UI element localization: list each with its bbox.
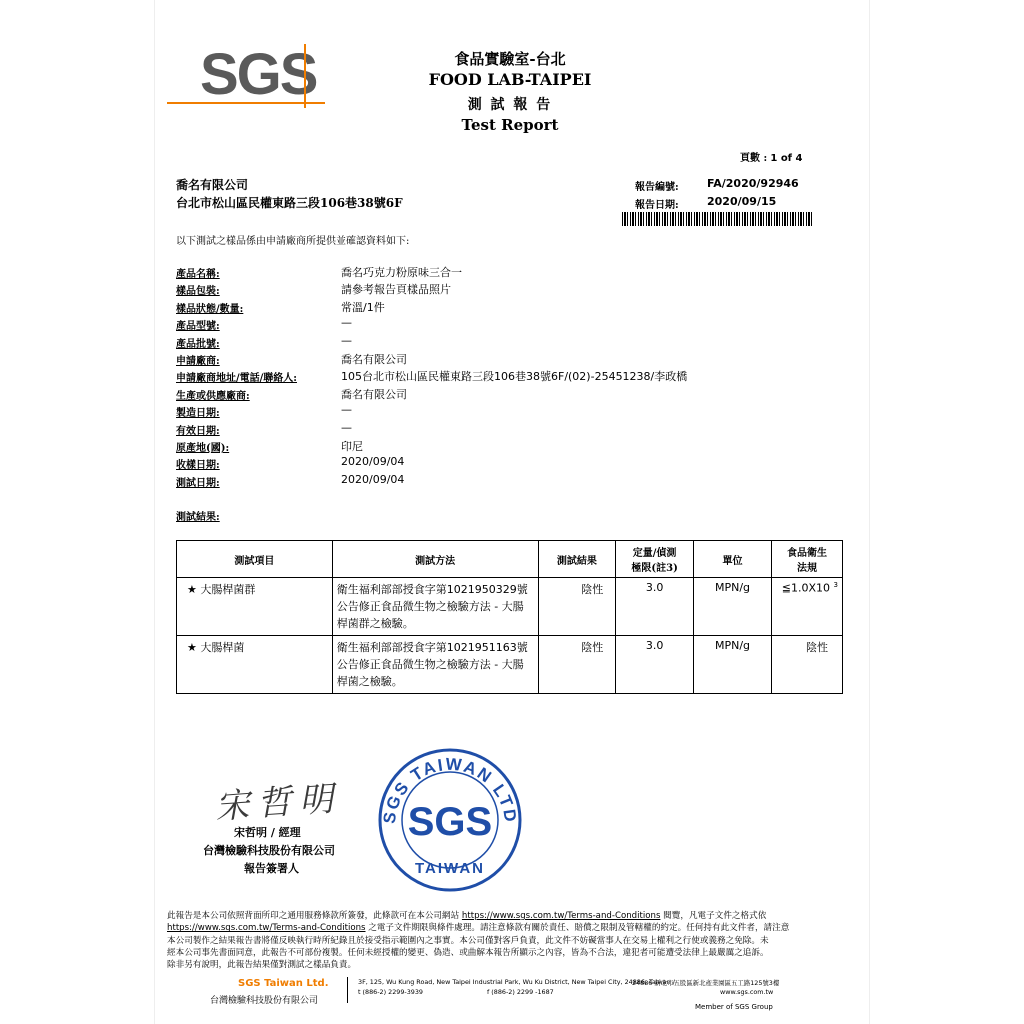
client-name: 喬名有限公司 <box>176 178 249 192</box>
sample-field-label: 測試日期: <box>176 477 220 489</box>
sample-field-label: 申請廠商: <box>176 356 220 367</box>
page-label: 頁數 : <box>740 153 768 164</box>
report-date-value: 2020/09/15 <box>707 195 777 208</box>
sample-field-value: 2020/09/04 <box>341 472 405 486</box>
signer-name-title: 宋哲明 / 經理 <box>234 826 301 839</box>
footer-fax: f (886-2) 2299 -1687 <box>487 988 554 996</box>
cell-regulation: 陰性 <box>772 636 843 694</box>
seal-top-text: SGS TAIWAN LTD <box>379 754 521 825</box>
header-limit: 定量/偵測 極限(註3) <box>616 541 694 578</box>
sample-field-value: 喬名有限公司 <box>341 353 407 366</box>
footer-line: 除非另有說明，此報告結果僅對測試之樣品負責。 <box>167 960 357 971</box>
report-date-label: 報告日期: <box>635 200 679 211</box>
cell-regulation <box>772 578 843 636</box>
footer-text: 之電子文件期限與條件處理。請注意條款有關於責任、賠償之限制及管轄權的約定。任何持有此文件者，請注意 <box>365 923 790 934</box>
regulation-exponent: 3 <box>833 581 838 589</box>
footer-text: 閱覽，凡電子文件之格式依 <box>660 911 767 921</box>
company-seal <box>375 745 525 895</box>
cell-result: 陰性 <box>538 578 616 636</box>
sgs-logo-text: SGS <box>200 42 317 107</box>
barcode <box>622 212 812 226</box>
sample-field-label: 有效日期: <box>176 425 220 437</box>
sgs-logo <box>167 40 327 110</box>
terms-link[interactable]: https://www.sgs.com.tw/Terms-and-Conditions <box>461 911 661 921</box>
footer-divider <box>347 977 348 1003</box>
sample-field-value: 喬名有限公司 <box>341 387 407 401</box>
header-test-item: 測試項目 <box>177 541 333 578</box>
cell-result: 陰性 <box>538 636 616 694</box>
terms-link[interactable]: https://www.sgs.com.tw/Terms-and-Conditions <box>167 923 366 934</box>
results-title: 測試結果: <box>176 512 220 523</box>
footer-member: Member of SGS Group <box>695 1003 773 1011</box>
sample-field-label: 申請廠商地址/電話/聯絡人: <box>176 373 297 385</box>
table-row <box>177 636 843 694</box>
sample-field-value: — <box>341 403 352 417</box>
footer-disclaimer <box>167 910 857 971</box>
cell-unit: MPN/g <box>693 578 771 636</box>
sample-field-label: 產品型號: <box>176 321 220 333</box>
footer-web: www.sgs.com.tw <box>720 988 774 996</box>
cell-method: 衛生福利部部授食字第1021951163號公告修正食品微生物之檢驗方法 - 大腸桿菌之檢驗。 <box>332 636 538 694</box>
seal-bottom-text: TAIWAN <box>414 860 486 877</box>
report-number-label: 報告編號: <box>635 182 679 193</box>
sample-field-label: 生產或供應廠商: <box>176 390 250 402</box>
results-table <box>176 540 843 694</box>
seal-center-text: SGS <box>407 800 493 844</box>
footer-tel: t (886-2) 2299-3939 <box>358 988 423 996</box>
signer-company: 台灣檢驗科技股份有限公司 <box>203 844 335 857</box>
footer-address-en: 3F, 125, Wu Kung Road, New Taipei Industrial Park, Wu Ku District, New Taipei City, 24886, Taiwan / <box>358 978 675 986</box>
footer-text: 此報告是本公司依照背面所印之通用服務條款所簽發，此條款可在本公司網站 <box>167 911 462 921</box>
sample-field-label: 樣品包裝: <box>176 286 220 298</box>
sample-field-label: 產品名稱: <box>176 269 220 280</box>
sample-field-value: 喬名巧克力粉原味三合一 <box>341 266 462 279</box>
sample-field-value: — <box>341 316 352 330</box>
page-count <box>740 149 802 164</box>
sample-field-value: 常溫/1件 <box>341 300 385 314</box>
sample-field-value: 請參考報告頁樣品照片 <box>341 283 451 297</box>
signer-role: 報告簽署人 <box>244 862 299 875</box>
cell-limit: 3.0 <box>616 636 694 694</box>
cell-item: ★ 大腸桿菌群 <box>177 578 333 636</box>
table-row <box>177 578 843 636</box>
sample-field-label: 產品批號: <box>176 338 220 350</box>
client-address: 台北市松山區民權東路三段106巷38號6F <box>176 196 403 210</box>
footer-line: 經本公司事先書面同意，此報告不可部份複製。任何未經授權的變更、偽造、或曲解本報告所顯示之內容，皆為不合法，違犯者可能遭受法律上最嚴厲之追訴。 <box>167 947 769 958</box>
lab-title-zh: 食品實驗室-台北 <box>454 50 566 68</box>
regulation-value: ≦1.0X10 <box>781 581 831 595</box>
footer-line: 本公司製作之結果報告書將僅反映執行時所紀錄且於接受指示範圍內之事實。本公司僅對客戶負責，此文件不妨礙當事人在交易上權利之行使或義務之免除。未 <box>167 935 769 946</box>
report-number-value: FA/2020/92946 <box>707 177 799 190</box>
sample-field-label: 製造日期: <box>176 408 220 420</box>
sample-field-value: 2020/09/04 <box>341 455 405 469</box>
page-value: 1 of 4 <box>770 153 803 164</box>
intro-text: 以下測試之樣品係由申請廠商所提供並確認資料如下: <box>176 236 410 247</box>
cell-method: 衛生福利部部授食字第1021950329號公告修正食品微生物之檢驗方法 - 大腸桿菌群之檢驗。 <box>332 578 538 636</box>
report-title-en: Test Report <box>461 116 559 134</box>
cell-limit: 3.0 <box>616 578 694 636</box>
sample-field-value: — <box>341 420 352 434</box>
footer-line <box>167 910 857 922</box>
cell-unit: MPN/g <box>693 636 771 694</box>
footer-company-en: SGS Taiwan Ltd. <box>238 978 329 989</box>
footer-address-zh: 24886 新北市五股區新北產業園區五工路125號3樓 <box>632 979 780 987</box>
table-header-row <box>177 541 843 578</box>
sample-field-value: 105台北市松山區民權東路三段106巷38號6F/(02)-25451238/李政橋 <box>341 370 688 384</box>
header-unit: 單位 <box>693 541 771 578</box>
footer-company-zh: 台灣檢驗科技股份有限公司 <box>210 996 319 1006</box>
report-title-zh: 測 試 報 告 <box>467 97 553 113</box>
header-regulation: 食品衛生 法規 <box>772 541 843 578</box>
footer-line <box>167 922 857 934</box>
sample-field-value: — <box>341 333 352 347</box>
sample-field-label: 樣品狀態/數量: <box>176 303 244 315</box>
header-test-result: 測試結果 <box>538 541 616 578</box>
sample-field-value: 印尼 <box>341 440 363 453</box>
header-test-method: 測試方法 <box>332 541 538 578</box>
cell-item: ★ 大腸桿菌 <box>177 636 333 694</box>
lab-title-en: FOOD LAB-TAIPEI <box>428 70 592 89</box>
handwritten-signature: 宋哲明 <box>214 778 343 828</box>
sample-field-label: 收樣日期: <box>176 460 220 472</box>
sample-field-label: 原產地(國): <box>176 443 230 454</box>
